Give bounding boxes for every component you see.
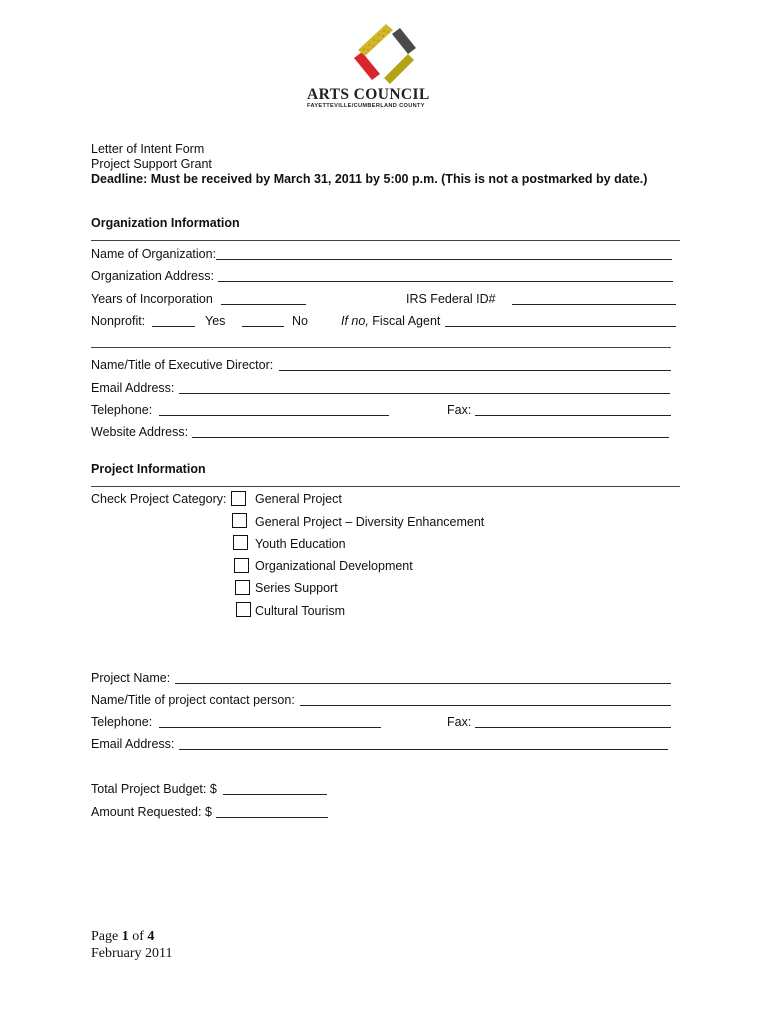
org-name-row <box>91 246 216 262</box>
category-series-label: Series Support <box>255 581 338 595</box>
contact-field[interactable] <box>300 694 671 706</box>
years-field[interactable] <box>221 293 306 305</box>
category-checkbox-general[interactable] <box>231 491 246 506</box>
category-checkbox-organizational[interactable] <box>234 558 249 573</box>
category-checkbox-tourism[interactable] <box>236 602 251 617</box>
org-phone-field[interactable] <box>159 404 389 416</box>
page-number <box>91 929 154 945</box>
project-email-label: Email Address: <box>91 737 175 751</box>
footer-date: February 2011 <box>91 946 173 961</box>
logo-charcoal-stroke <box>392 28 416 54</box>
nonprofit-no-field[interactable] <box>242 315 284 327</box>
nonprofit-no-label: No <box>292 314 308 328</box>
irs-field[interactable] <box>512 293 676 305</box>
website-label: Website Address: <box>91 425 189 439</box>
org-section-heading: Organization Information <box>91 216 240 230</box>
category-diversity-label: General Project – Diversity Enhancement <box>255 515 485 529</box>
org-address-label: Organization Address: <box>91 269 214 283</box>
contact-label: Name/Title of project contact person: <box>91 693 295 707</box>
page-total: 4 <box>147 929 155 944</box>
requested-field[interactable] <box>216 806 328 818</box>
category-checkbox-series[interactable] <box>235 580 250 595</box>
deadline-text: Deadline: Must be received by March 31, 2011 by 5:00 p.m. (This is not a postmarked by date.) <box>91 172 648 186</box>
arts-council-logo-icon <box>350 20 425 86</box>
org-address-field[interactable] <box>218 270 673 282</box>
category-organizational-label: Organizational Development <box>255 559 413 573</box>
exec-director-field[interactable] <box>279 359 671 371</box>
requested-label: Amount Requested: $ <box>91 805 212 819</box>
org-email-label: Email Address: <box>91 381 175 395</box>
logo-subtitle: FAYETTEVILLE/CUMBERLAND COUNTY <box>307 103 425 109</box>
logo-red-stroke <box>354 52 380 80</box>
logo-yellow-stroke <box>358 24 393 56</box>
project-name-field[interactable] <box>175 672 671 684</box>
org-name-label: Name of Organization: <box>91 247 217 261</box>
org-divider <box>91 240 680 241</box>
category-general-label: General Project <box>255 492 342 506</box>
project-phone-label: Telephone: <box>91 715 153 729</box>
nonprofit-yes-label: Yes <box>205 314 226 328</box>
project-phone-field[interactable] <box>159 716 381 728</box>
org-address-row <box>91 268 214 284</box>
logo-title: ARTS COUNCIL <box>307 86 430 103</box>
project-email-field[interactable] <box>179 738 668 750</box>
website-field[interactable] <box>192 426 669 438</box>
category-tourism-label: Cultural Tourism <box>255 604 346 618</box>
irs-label: IRS Federal ID# <box>406 292 496 306</box>
org-name-field[interactable] <box>216 248 672 260</box>
org-phone-label: Telephone: <box>91 403 153 417</box>
fiscal-agent-label-row <box>341 313 440 329</box>
page-of: of <box>132 929 144 944</box>
org-fax-label: Fax: <box>447 403 472 417</box>
project-fax-field[interactable] <box>475 716 671 728</box>
budget-label: Total Project Budget: $ <box>91 782 217 796</box>
fiscal-agent-label: Fiscal Agent <box>372 314 441 328</box>
org-subdivider <box>91 347 671 348</box>
project-section-heading: Project Information <box>91 462 206 476</box>
years-label: Years of Incorporation <box>91 292 213 306</box>
project-divider <box>91 486 680 487</box>
category-label: Check Project Category: <box>91 492 227 506</box>
form-title: Letter of Intent Form <box>91 142 205 156</box>
category-checkbox-diversity[interactable] <box>232 513 247 528</box>
page-prefix: Page <box>91 929 119 944</box>
grant-title: Project Support Grant <box>91 157 212 171</box>
project-name-label: Project Name: <box>91 671 171 685</box>
budget-field[interactable] <box>223 783 327 795</box>
nonprofit-yes-field[interactable] <box>152 315 195 327</box>
exec-director-label: Name/Title of Executive Director: <box>91 358 274 372</box>
fiscal-agent-field[interactable] <box>445 315 676 327</box>
category-checkbox-youth[interactable] <box>233 535 248 550</box>
page-current: 1 <box>121 929 129 944</box>
if-no-label: If no, <box>341 314 369 328</box>
org-fax-field[interactable] <box>475 404 671 416</box>
category-youth-label: Youth Education <box>255 537 346 551</box>
org-email-field[interactable] <box>179 382 670 394</box>
project-fax-label: Fax: <box>447 715 472 729</box>
logo-olive-stroke <box>384 54 414 84</box>
nonprofit-label: Nonprofit: <box>91 314 146 328</box>
